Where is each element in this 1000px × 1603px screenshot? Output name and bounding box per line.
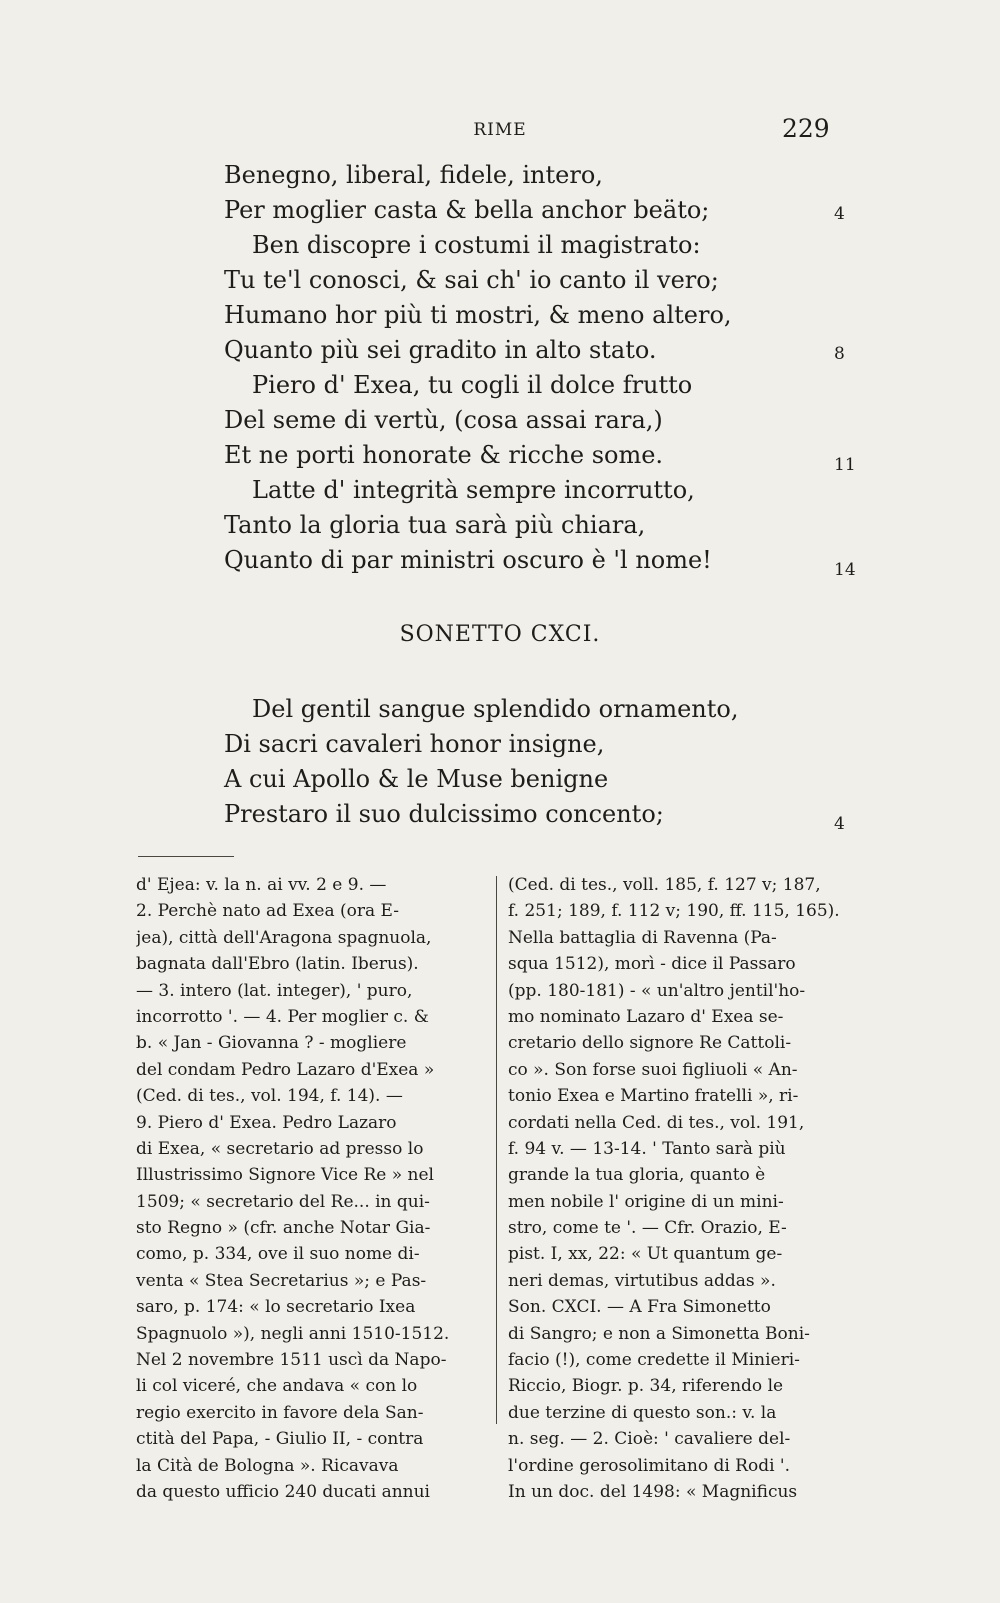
note-line: 9. Piero d' Exea. Pedro Lazaro xyxy=(136,1112,397,1133)
verse-line: Quanto di par ministri oscuro è 'l nome! 14 xyxy=(224,543,864,578)
line-number: 11 xyxy=(834,455,856,475)
page-number: 229 xyxy=(782,114,830,143)
verse-line: Et ne porti honorate & ricche some. 11 xyxy=(224,438,864,473)
note-line: Nella battaglia di Ravenna (Pa- xyxy=(508,927,777,948)
note-line: 1509; « secretario del Re... in qui- xyxy=(136,1191,430,1212)
note-line: Son. CXCI. — A Fra Simonetto xyxy=(508,1297,771,1318)
line-number: 14 xyxy=(834,560,856,580)
verse-line: Di sacri cavaleri honor insigne, xyxy=(224,730,605,758)
line-number: 8 xyxy=(834,344,845,364)
verse-line: Humano hor più ti mostri, & meno altero, xyxy=(224,301,732,329)
running-title: RIME xyxy=(473,120,527,140)
note-line: Illustrissimo Signore Vice Re » nel xyxy=(136,1165,434,1186)
note-line: squa 1512), morì - dice il Passaro xyxy=(508,954,796,975)
footnote-rule xyxy=(138,856,234,857)
note-line: f. 251; 189, f. 112 v; 190, ff. 115, 165). xyxy=(508,901,840,922)
note-line: saro, p. 174: « lo secretario Ixea xyxy=(136,1297,416,1318)
footnotes-left-column xyxy=(136,872,484,1505)
note-line: l'ordine gerosolimitano di Rodi '. xyxy=(508,1455,791,1476)
note-line: (Ced. di tes., vol. 194, f. 14). — xyxy=(136,1086,403,1107)
note-line: f. 94 v. — 13-14. ' Tanto sarà più xyxy=(508,1138,786,1159)
note-line: Riccio, Biogr. p. 34, riferendo le xyxy=(508,1376,784,1397)
line-number: 4 xyxy=(834,204,845,224)
line-number: 4 xyxy=(834,814,845,834)
note-line: 2. Perchè nato ad Exea (ora E- xyxy=(136,901,399,922)
note-line: n. seg. — 2. Cioè: ' cavaliere del- xyxy=(508,1429,791,1450)
note-line: grande la tua gloria, quanto è xyxy=(508,1165,766,1186)
note-line: di Sangro; e non a Simonetta Boni- xyxy=(508,1323,810,1344)
note-line: del condam Pedro Lazaro d'Exea » xyxy=(136,1059,435,1080)
verse-line: A cui Apollo & le Muse benigne xyxy=(224,765,609,793)
verse-line: Piero d' Exea, tu cogli il dolce frutto xyxy=(252,371,693,399)
note-line: — 3. intero (lat. integer), ' puro, xyxy=(136,980,413,1001)
note-line: stro, come te '. — Cfr. Orazio, E- xyxy=(508,1218,787,1239)
note-line: cordati nella Ced. di tes., vol. 191, xyxy=(508,1112,805,1133)
verse-line: Prestaro il suo dulcissimo concento; 4 xyxy=(224,797,864,832)
note-line: di Exea, « secretario ad presso lo xyxy=(136,1138,424,1159)
note-line: Nel 2 novembre 1511 uscì da Napo- xyxy=(136,1350,447,1371)
verse-line: Latte d' integrità sempre incorrutto, xyxy=(252,476,695,504)
note-line: sto Regno » (cfr. anche Notar Gia- xyxy=(136,1218,431,1239)
note-line: venta « Stea Secretarius »; e Pas- xyxy=(136,1270,427,1291)
sonnet-heading: SONETTO CXCI. xyxy=(399,622,601,647)
note-line: mo nominato Lazaro d' Exea se- xyxy=(508,1006,784,1027)
note-line: da questo ufficio 240 ducati annui xyxy=(136,1481,430,1502)
note-line: neri demas, virtutibus addas ». xyxy=(508,1270,776,1291)
verse-line: Quanto più sei gradito in alto stato. 8 xyxy=(224,333,864,368)
sonnet-verses xyxy=(224,692,864,832)
note-line: men nobile l' origine di un mini- xyxy=(508,1191,784,1212)
note-line: b. « Jan - Giovanna ? - mogliere xyxy=(136,1033,407,1054)
verse-line: Del seme di vertù, (cosa assai rara,) xyxy=(224,406,663,434)
column-divider xyxy=(496,876,497,1424)
note-line: tonio Exea e Martino fratelli », ri- xyxy=(508,1086,799,1107)
note-line: In un doc. del 1498: « Magnificus xyxy=(508,1481,798,1502)
note-line: pist. I, xx, 22: « Ut quantum ge- xyxy=(508,1244,783,1265)
verse-line: Per moglier casta & bella anchor beäto; 4 xyxy=(224,193,864,228)
note-line: (pp. 180-181) - « un'altro jentil'ho- xyxy=(508,980,806,1001)
note-line: cretario dello signore Re Cattoli- xyxy=(508,1033,792,1054)
note-line: facio (!), come credette il Minieri- xyxy=(508,1350,800,1371)
note-line: bagnata dall'Ebro (latin. Iberus). xyxy=(136,954,419,975)
note-line: Spagnuolo »), negli anni 1510-1512. xyxy=(136,1323,450,1344)
note-line: due terzine di questo son.: v. la xyxy=(508,1402,777,1423)
sonnet-verses xyxy=(224,158,864,578)
verse-line: Benegno, liberal, fidele, intero, xyxy=(224,161,603,189)
note-line: co ». Son forse suoi figliuoli « An- xyxy=(508,1059,798,1080)
note-line: ctità del Papa, - Giulio II, - contra xyxy=(136,1429,424,1450)
note-line: como, p. 334, ove il suo nome di- xyxy=(136,1244,420,1265)
verse-line: Tanto la gloria tua sarà più chiara, xyxy=(224,511,646,539)
note-line: (Ced. di tes., voll. 185, f. 127 v; 187, xyxy=(508,875,821,895)
note-line: incorrotto '. — 4. Per moglier c. & xyxy=(136,1006,429,1027)
verse-line: Ben discopre i costumi il magistrato: xyxy=(252,231,701,259)
verse-line: Tu te'l conosci, & sai ch' io canto il vero; xyxy=(224,266,719,294)
note-line: jea), città dell'Aragona spagnuola, xyxy=(136,927,432,948)
note-line: li col viceré, che andava « con lo xyxy=(136,1376,418,1397)
verse-line: Del gentil sangue splendido ornamento, xyxy=(252,695,739,723)
note-line: la Cità de Bologna ». Ricavava xyxy=(136,1455,399,1476)
note-line: regio exercito in favore dela San- xyxy=(136,1402,424,1423)
footnotes-right-column xyxy=(508,872,864,1505)
running-header xyxy=(0,112,1000,152)
note-line: d' Ejea: v. la n. ai vv. 2 e 9. — xyxy=(136,875,387,895)
